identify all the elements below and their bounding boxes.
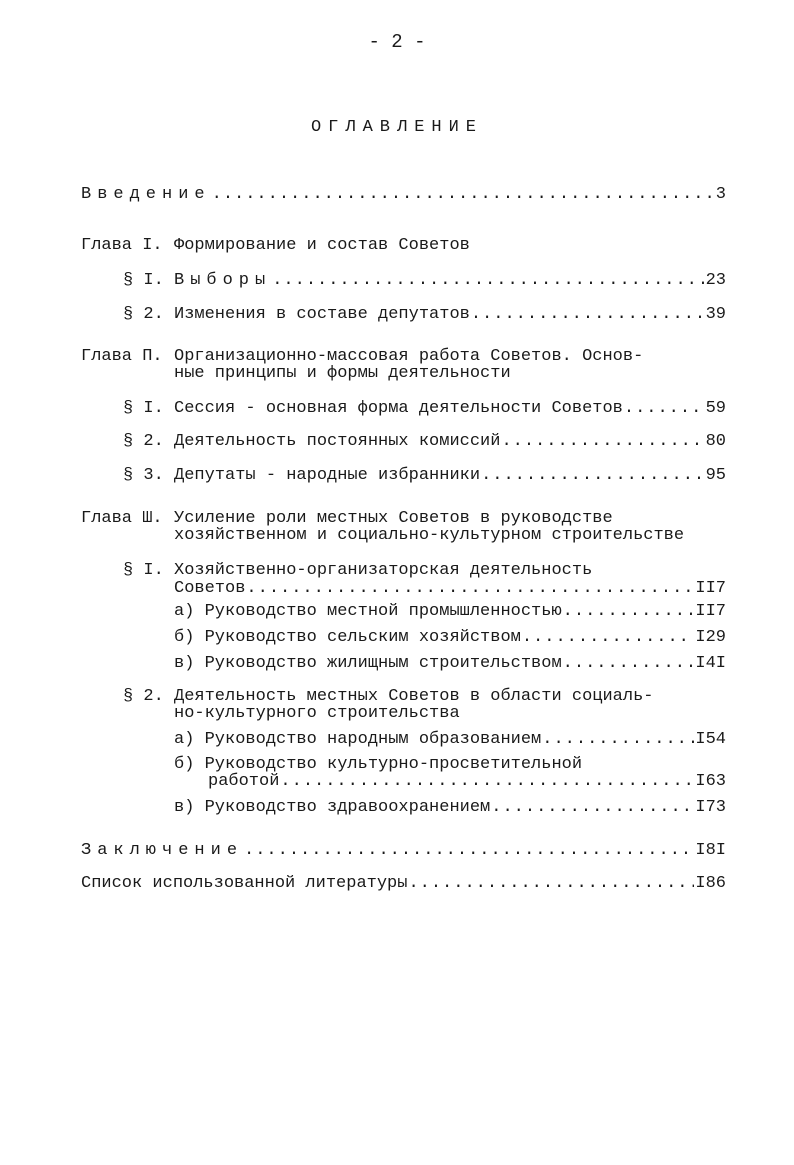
toc-entry-ch1-s2 — [123, 306, 726, 324]
toc-entry-ch3-s1-heading — [123, 562, 592, 580]
chapter-title: Организационно-массовая работа Советов. Основ- — [174, 347, 644, 366]
toc-subentry-ch3-s1-b — [174, 629, 726, 647]
leader-dots — [471, 306, 705, 324]
toc-entry-ch2-s1 — [123, 400, 726, 418]
toc-entry-label: а) Руководство местной промышленностью — [174, 602, 562, 621]
toc-page-number: 80 — [705, 432, 726, 451]
toc-subentry-ch3-s1-c — [174, 655, 726, 673]
chapter-title-continuation: ные принципы и формы деятельности — [174, 364, 511, 383]
toc-page-number: 3 — [715, 185, 726, 204]
section-number: § I. — [123, 271, 164, 290]
leader-dots — [244, 842, 694, 860]
toc-subentry-ch3-s2-b — [208, 773, 726, 791]
leader-dots — [522, 629, 695, 647]
toc-entry-conclusion — [81, 842, 726, 860]
toc-entry-ch2-s2 — [123, 433, 726, 451]
toc-page-number: 95 — [705, 466, 726, 485]
chapter-prefix: Глава П. — [81, 347, 163, 366]
section-number: § 2. — [123, 305, 164, 324]
toc-entry-label: а) Руководство народным образованием — [174, 730, 542, 749]
toc-entry-label: б) Руководство культурно-просветительной — [174, 755, 583, 774]
section-number: § 2. — [123, 687, 164, 706]
leader-dots — [491, 799, 694, 817]
leader-dots — [272, 272, 704, 290]
toc-page-number: 23 — [705, 271, 726, 290]
toc-entry-ch2-s3 — [123, 467, 726, 485]
chapter-title: Усиление роли местных Советов в руководстве — [174, 509, 613, 528]
toc-entry-label: Введение — [81, 185, 211, 204]
toc-subentry-ch3-s2-a — [174, 731, 726, 749]
toc-entry-label: б) Руководство сельским хозяйством — [174, 628, 521, 647]
toc-page-number: 39 — [705, 305, 726, 324]
toc-page-number: I8I — [695, 841, 726, 860]
toc-entry-bibliography — [81, 875, 726, 893]
toc-page-number: I54 — [695, 730, 726, 749]
toc-page-number: II7 — [695, 602, 726, 621]
page-number: - 2 - — [368, 31, 426, 53]
chapter-prefix: Глава I. — [81, 236, 163, 255]
toc-subentry-ch3-s1-a — [174, 603, 726, 621]
section-number: § I. — [123, 561, 164, 580]
leader-dots — [280, 773, 694, 791]
leader-dots — [563, 603, 695, 621]
chapter-1-heading — [81, 237, 470, 255]
toc-page-number: I4I — [695, 654, 726, 673]
leader-dots — [542, 731, 694, 749]
section-number: § 2. — [123, 432, 164, 451]
toc-entry-label: Выборы — [174, 271, 272, 290]
toc-entry-label: Сессия - основная форма деятельности Советов — [174, 399, 623, 418]
chapter-title: Формирование и состав Советов — [174, 236, 470, 255]
toc-subentry-ch3-s2-c — [174, 799, 726, 817]
toc-entry-ch1-s1 — [123, 272, 726, 290]
toc-entry-label: Деятельность местных Советов в области социаль- — [174, 687, 654, 706]
toc-entry-label: Изменения в составе депутатов — [174, 305, 470, 324]
leader-dots — [624, 400, 705, 418]
section-number: § 3. — [123, 466, 164, 485]
toc-entry-label: Список использованной литературы — [81, 874, 408, 893]
leader-dots — [408, 875, 694, 893]
toc-entry-label-continuation: работой — [208, 772, 280, 791]
leader-dots — [481, 467, 705, 485]
toc-entry-label: в) Руководство здравоохранением — [174, 798, 491, 817]
toc-title: ОГЛАВЛЕНИЕ — [310, 118, 484, 137]
toc-entry-label: Хозяйственно-организаторская деятельность — [174, 561, 593, 580]
toc-entry-label: Деятельность постоянных комиссий — [174, 432, 501, 451]
leader-dots — [212, 186, 715, 204]
chapter-title-continuation: хозяйственном и социально-культурном строительстве — [174, 526, 685, 545]
toc-entry-label-continuation: Советов — [174, 579, 246, 598]
section-number: § I. — [123, 399, 164, 418]
toc-entry-label-continuation: но-культурного строительства — [174, 704, 460, 723]
toc-entry-ch3-s1 — [174, 580, 726, 598]
toc-entry-label: в) Руководство жилищным строительством — [174, 654, 562, 673]
toc-entry-label: Заключение — [81, 841, 244, 860]
leader-dots — [501, 433, 704, 451]
toc-page-number: 59 — [705, 399, 726, 418]
toc-page-number: I86 — [695, 874, 726, 893]
toc-entry-label: Депутаты - народные избранники — [174, 466, 481, 485]
toc-page-number: I73 — [695, 798, 726, 817]
toc-page-number: I63 — [695, 772, 726, 791]
leader-dots — [246, 580, 694, 598]
chapter-prefix: Глава Ш. — [81, 509, 163, 528]
toc-page-number: II7 — [695, 579, 726, 598]
toc-page-number: I29 — [695, 628, 726, 647]
leader-dots — [563, 655, 695, 673]
toc-entry-intro — [81, 186, 726, 204]
